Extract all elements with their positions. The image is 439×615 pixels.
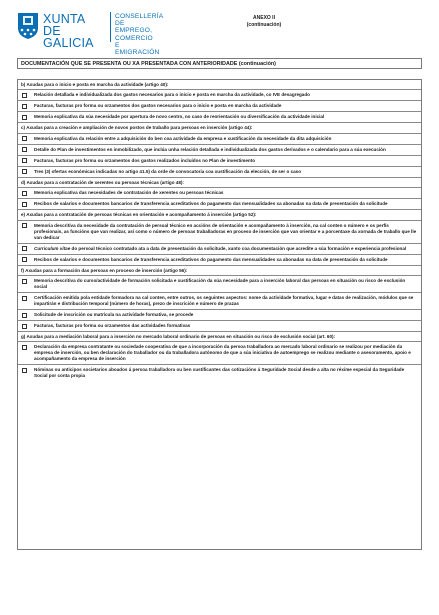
checklist-item-text: Certificación emitida pola entidade formadora na cal conten, entre outros, os seguintes aspectos: nome da actividade formativa, lugar e datas de realización, módulos que se impartirán e distribución temporal (número de horas), prezo de inscrición e número de prazas (34, 295, 414, 307)
document-checkbox[interactable] (22, 279, 27, 284)
document-checkbox[interactable] (22, 313, 27, 318)
document-header (17, 9, 422, 57)
department-name (115, 13, 163, 56)
checklist-item (18, 145, 421, 156)
checklist-item (18, 167, 421, 178)
annex-subtitle: (continuación) (246, 22, 282, 28)
section-heading: b) Axudas para o inicio e posta en marcha da actividade (artigo 40): (18, 80, 421, 90)
checklist-item (18, 342, 421, 365)
department-line-3: E EMIGRACIÓN (115, 41, 160, 57)
galicia-shield-icon (17, 12, 39, 40)
checklist-item (18, 221, 421, 244)
checklist-item-text: Recibos de salarios e documentos bancarios de transferencia acreditativos do pagamento das mensualidades xa abonadas na data de presentación da solicitude (34, 201, 388, 207)
documentation-title: DOCUMENTACIÓN QUE SE PRESENTA OU XA PRESENTADA CON ANTERIORIDADE (continuación) (17, 58, 422, 69)
logo-divider (110, 12, 111, 42)
section-heading: c) Axudas para a creación e ampliación de novos postos de traballo para persoas en inserción (artigo 44): (18, 123, 421, 133)
checklist-item-text: Memoria descritiva da necesidade da contratación de persoal técnico en accións de orientación e acompañamento á inserción, na cal conten o número e os perfís profesionais, as funcións que van realizar, así como o número de persoas traballadoras en proceso de inserción que van orientar e a porcentaxe da xornada de traballo que lle van dedicar (34, 222, 417, 240)
checklist-item (18, 293, 421, 310)
document-checkbox[interactable] (22, 93, 27, 98)
section-heading: g) Axudas para a mediación laboral para a inserción no mercado laboral ordinario de persoas en situación ou risco de exclusión social (art. 60): (18, 332, 421, 342)
checklist-item-text: Recibos de salarios e documentos bancarios de transferencia acreditativos do pagamento das mensualidades xa abonadas na data de presentación da solicitude (34, 256, 388, 262)
document-checkbox[interactable] (22, 169, 27, 174)
department-line-2: EMPREGO, COMERCIO (115, 27, 153, 42)
logo-text (43, 13, 94, 49)
section-heading: e) Axudas para a contratación de persoas técnicas en orientación e acompañamento á inserción (artigo 52): (18, 210, 421, 220)
document-checkbox[interactable] (22, 223, 27, 228)
checklist-item (18, 255, 421, 266)
checklist-item (18, 276, 421, 293)
checklist-item (18, 90, 421, 101)
document-checkbox[interactable] (22, 115, 27, 120)
checklist-item-text: Facturas, facturas pro forma ou orzamentos das actividades formativas (34, 323, 191, 329)
document-checkbox[interactable] (22, 368, 27, 373)
document-checkbox[interactable] (22, 104, 27, 109)
checklist-item (18, 112, 421, 123)
document-checkbox[interactable] (22, 136, 27, 141)
document-checkbox[interactable] (22, 296, 27, 301)
checklist-item-text: Memoria explicativa da súa necesidade por apertura de novo centro, no caso de reorientación ou diversificación da actividade inicial (34, 114, 325, 120)
document-checkbox[interactable] (22, 158, 27, 163)
checklist-item-text: Facturas, facturas pro forma ou orzamentos dos gastos realizados incluídos no Plan de investimento (34, 157, 256, 163)
checklist-item-text: Facturas, facturas pro forma ou orzamentos dos gastos necesarios para o inicio e posta en marcha da actividade (34, 103, 282, 109)
checklist-item (18, 310, 421, 321)
checklist-item-text: Detalle do Plan de investimentos en inmobilizado, que inclúa unha relación detallada e individualizada dos gastos derivados e o calendario para a súa execución (34, 146, 386, 152)
document-checkbox[interactable] (22, 324, 27, 329)
checklist-item (18, 101, 421, 112)
section-heading: f) Axudas para a formación das persoas en proceso de inserción (artigo 56): (18, 266, 421, 276)
annex-label (239, 15, 289, 29)
checklist-item-text: Curriculum vitae do persoal técnico contratado ata a data de presentación da solicitude, xunto coa documentación que acredite a súa formación e experiencia profesional (34, 245, 407, 251)
document-checkbox[interactable] (22, 147, 27, 152)
checklist-item (18, 321, 421, 332)
document-checkbox[interactable] (22, 191, 27, 196)
checklist-item (18, 156, 421, 167)
logo-line-1: XUNTA (43, 12, 86, 26)
document-checkbox[interactable] (22, 202, 27, 207)
checklist-item-text: Nóminas ou anticipos societarios aboados á persoa traballadora ou ben xustificantes das cotizacións á Seguridade Social desde a alta no réxime especial da Seguridade Social por conta propia (34, 367, 405, 379)
logo-line-2: DE GALICIA (43, 24, 94, 50)
document-checkbox[interactable] (22, 246, 27, 251)
checklist-item (18, 244, 421, 255)
checklist-item (18, 199, 421, 210)
checklist-item-text: Relación detallada e individualizada dos gastos necesarios para o inicio e posta en marcha da actividade, co IVE desagregado (34, 92, 310, 98)
checklist-item-text: Memoria explicativa da relación entre a adquisición do ben coa actividade da empresa e xustificación da necesidade da dita adquisición (34, 135, 332, 141)
checklist-item-text: Tres (3) ofertas económicas indicadas no artigo 41.5) da orde de convocatoria coa xustificación da elección, de ser o caso (34, 168, 302, 174)
document-checkbox[interactable] (22, 345, 27, 350)
checklist-item (18, 365, 421, 381)
checklist-item-text: Solicitude de inscrición ou matrícula na actividade formativa, se procede (34, 312, 194, 318)
section-heading: d) Axudas para a contratación de xerentes ou persoas técnicas (artigo 48): (18, 178, 421, 188)
department-line-1: CONSELLERÍA DE (115, 13, 164, 28)
checklist-item-text: Memoria explicativa das necesidades de contratación de xerentes ou persoas técnicas (34, 190, 224, 196)
documentation-checklist (17, 79, 422, 550)
checklist-item-text: Memoria descritiva do curso/actividade de formación solicitada e xustificación da súa necesidade para a inserción laboral das persoas en situación ou risco de exclusión social (34, 278, 406, 290)
checklist-item (18, 188, 421, 199)
document-checkbox[interactable] (22, 257, 27, 262)
checklist-item (18, 134, 421, 145)
annex-title: ANEXO II (253, 15, 275, 21)
checklist-item-text: Declaración da empresa contratante ou sociedade cooperativa de que a incorporación da persoa traballadora ao mercado laboral ordinario se realizou por mediación da empresa de inserción, ou ben declaración do traballador ou da traballadora autónomo de que a súa iniciativa de autoemprego se realizou mediante o asesoramento, apoio e acompañamento da empresa de inserción (34, 344, 411, 362)
